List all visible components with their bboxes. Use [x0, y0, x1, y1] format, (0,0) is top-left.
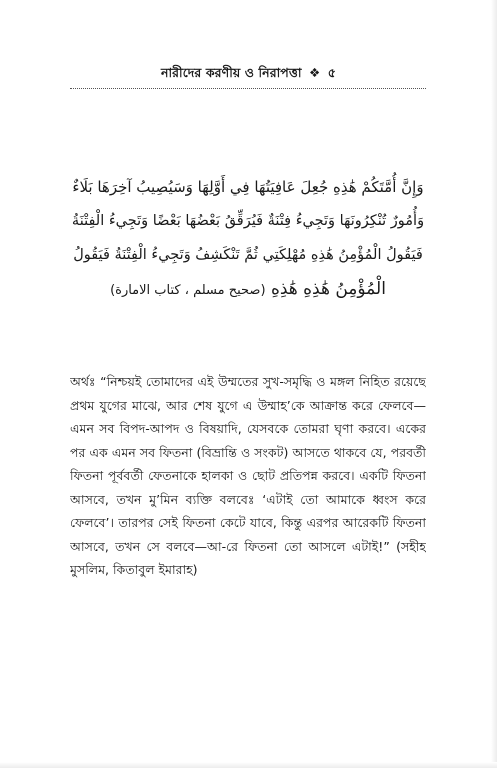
translation-line: আসবে, তখন সে বলবে—আ-রে ফিতনা তো আসলে এটাই!” (সহীহ: [70, 538, 426, 554]
ornament-icon: ❖: [309, 65, 321, 80]
page-edge-shadow-bottom: [0, 762, 497, 768]
page-number: ৫: [327, 65, 336, 80]
arabic-hadith-text: [70, 170, 426, 308]
header-divider: [70, 88, 426, 89]
bangla-translation: [70, 370, 426, 582]
arabic-line-text: الْمُؤْمِنُ هَٰذِهِ هَٰذِهِ: [270, 279, 386, 299]
translation-line: ফেলবে’। তারপর সেই ফিতনা কেটে যাবে, কিন্তু এরপর আরেকটি ফিতনা: [70, 515, 426, 530]
header-title: নারীদের করণীয় ও নিরাপত্তা: [160, 65, 302, 80]
arabic-line-last: [70, 272, 426, 308]
translation-line: এমন সব বিপদ-আপদ ও বিষয়াদি, যেসবকে তোমরা ঘৃণা করবে। একের: [70, 421, 426, 436]
translation-line: পর এক এমন সব ফিতনা (বিভ্রান্তি ও সংকট) আসতে থাকবে যে, পরবর্তী: [70, 444, 426, 460]
translation-line: অর্থঃ “নিশ্চয়ই তোমাদের এই উম্মতের সুখ-সমৃদ্ধি ও মঙ্গল নিহিত রয়েছে: [70, 374, 426, 389]
translation-line: প্রথম যুগের মাঝে, আর শেষ যুগে এ উম্মাহ’কে আক্রান্ত করে ফেলবে—: [70, 397, 426, 413]
running-header: [0, 65, 497, 85]
arabic-line: وَأُمُورٌ تُنْكِرُونَهَا وَتَجِيءُ فِتْنَةٌ فَيُرَقِّقُ بَعْضُهَا بَعْضًا وَتَجِيءُ الْفِتْنَةُ: [71, 213, 425, 229]
translation-line: ফিতনা পূর্ববর্তী ফেতনাকে হালকা ও ছোট প্রতিপন্ন করবে। একটি ফিতনা: [70, 468, 426, 483]
translation-line: আসবে, তখন মু’মিন ব্যক্তি বলবেঃ ‘এটাই তো আমাকে ধ্বংস করে: [70, 491, 426, 507]
arabic-line: فَيَقُولُ الْمُؤْمِنُ هَٰذِهِ مُهْلِكَتِي ثُمَّ تَنْكَشِفُ وَتَجِيءُ الْفِتْنَةُ فَيَقُولُ: [73, 247, 423, 263]
page-edge-shadow: [491, 0, 497, 768]
arabic-reference: (صحيح مسلم ، كتاب الامارة): [110, 283, 266, 298]
translation-line: মুসলিম, কিতাবুল ইমারাহ): [70, 562, 198, 577]
arabic-line: وَإِنَّ أُمَّتَكُمْ هَٰذِهِ جُعِلَ عَافِيَتُهَا فِي أَوَّلِهَا وَسَيُصِيبُ آخِرَهَا بَلَاءٌ: [72, 178, 424, 196]
